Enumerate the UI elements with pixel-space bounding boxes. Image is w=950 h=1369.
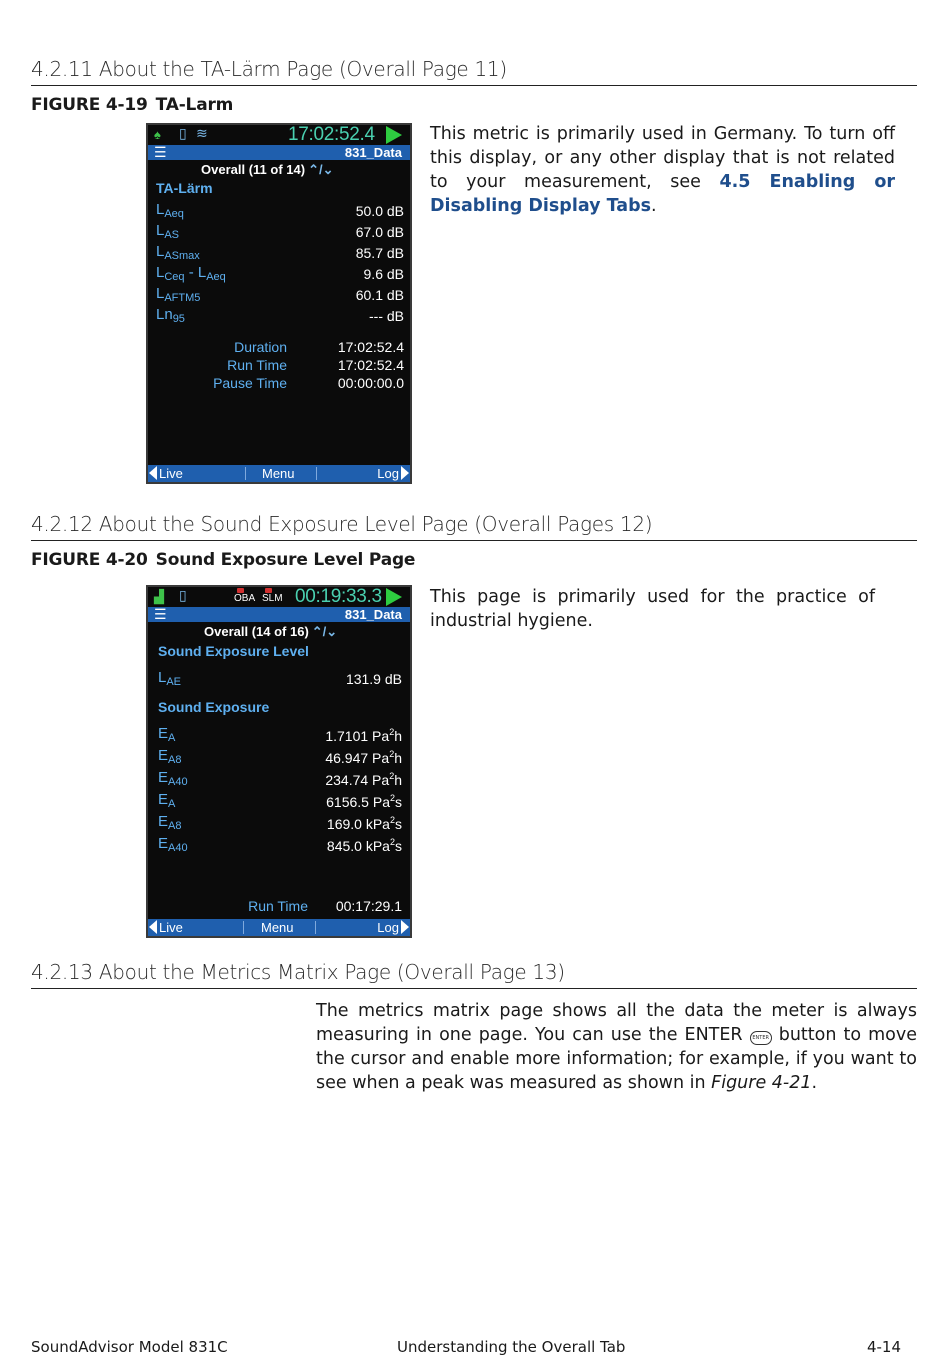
softkey-divider	[315, 921, 316, 934]
pause-time-label: Pause Time	[213, 375, 287, 391]
sound-exposure-level-title: Sound Exposure Level	[158, 643, 309, 659]
ta-larm-screen	[146, 123, 412, 484]
figure-reference: Figure 4-21	[711, 1073, 812, 1093]
sound-exposure-title: Sound Exposure	[158, 699, 270, 715]
section-heading-metrics-matrix: 4.2.13 About the Metrics Matrix Page (Overall Page 13)	[31, 960, 917, 989]
metric-value-lasmax: 85.7 dB	[355, 245, 404, 261]
metric-value-ea8-s: 169.0 kPa$^2$s	[326, 815, 402, 832]
metric-label-laeq: $L_{Aeq}$	[156, 201, 184, 220]
footer-page-number: 4-14	[866, 1338, 901, 1356]
clock-time: 00:19:33.3	[295, 586, 382, 607]
metric-label-ln95: $Ln_{95}$	[156, 306, 185, 325]
softkey-live[interactable]: Live	[149, 465, 183, 482]
metric-label-lceq-laeq: $L_{Ceq} - L_{Aeq}$	[156, 264, 226, 283]
overall-page-indicator[interactable]	[204, 624, 337, 640]
left-arrow-icon	[149, 466, 157, 480]
metric-value-ea-s: 6156.5 Pa$^2$s	[326, 793, 402, 810]
softkey-divider	[245, 467, 246, 480]
metric-label-ea: $E_A$	[158, 725, 176, 744]
wifi-icon: ≋	[196, 125, 208, 141]
softkey-bar	[148, 465, 410, 482]
metric-value-ea40-s: 845.0 kPa$^2$s	[326, 837, 402, 854]
figure-title: Sound Exposure Level Page	[155, 550, 416, 570]
pause-time-value: 00:00:00.0	[337, 375, 404, 391]
softkey-divider	[316, 467, 317, 480]
file-bar	[148, 607, 410, 622]
metric-value-ea-h: 1.7101 Pa$^2$h	[325, 727, 402, 744]
list-menu-icon[interactable]: ☰	[154, 606, 167, 622]
file-name: 831_Data	[344, 145, 402, 160]
metric-label-lasmax: $L_{ASmax}$	[156, 243, 200, 262]
page-nav-arrows-icon[interactable]: ⌃/⌄	[311, 624, 338, 639]
ta-larm-description: This metric is primarily used in Germany. To turn off this display, or any other display that is not related to your measurement, see 4.5 Enabling or Disabling Display Tabs.	[430, 124, 895, 216]
status-bar	[148, 125, 410, 145]
metric-label-ea40: $E_{A40}$	[158, 769, 188, 788]
figure-caption-4-19	[31, 95, 233, 115]
metric-value-lceq-laeq: 9.6 dB	[363, 266, 404, 282]
overall-label: Overall (11 of 14)	[201, 162, 306, 177]
softkey-log[interactable]: Log	[377, 919, 409, 936]
metric-value-lae: 131.9 dB	[345, 671, 402, 687]
metric-value-las: 67.0 dB	[355, 224, 404, 240]
run-time-label: Run Time	[248, 898, 308, 914]
figure-label: FIGURE 4-19	[31, 95, 148, 115]
sound-exposure-description: This page is primarily used for the practice of industrial hygiene.	[430, 587, 875, 631]
overall-label: Overall (14 of 16)	[204, 624, 309, 639]
metric-label-las: $L_{AS}$	[156, 222, 180, 241]
antenna-icon: ▟	[154, 589, 164, 604]
overall-page-indicator[interactable]	[201, 162, 333, 178]
right-arrow-icon	[401, 466, 409, 480]
list-menu-icon[interactable]: ☰	[154, 144, 167, 160]
section-heading-ta-larm: 4.2.11 About the TA-Lärm Page (Overall Page 11)	[31, 57, 917, 86]
metric-label-ea-s: $E_A$	[158, 791, 176, 810]
clock-time: 17:02:52.4	[288, 124, 375, 145]
left-arrow-icon	[149, 920, 157, 934]
right-arrow-icon	[401, 920, 409, 934]
play-icon	[386, 126, 402, 144]
status-bar	[148, 587, 410, 607]
run-time-label: Run Time	[227, 357, 287, 373]
screen-title: TA-Lärm	[156, 180, 213, 196]
metric-label-ea8: $E_{A8}$	[158, 747, 182, 766]
file-name: 831_Data	[344, 607, 402, 622]
enter-button-icon: ENTER	[750, 1031, 772, 1045]
figure-label: FIGURE 4-20	[31, 550, 148, 570]
softkey-menu[interactable]: Menu	[262, 466, 295, 481]
battery-icon: ▯	[179, 125, 187, 141]
softkey-live[interactable]: Live	[149, 919, 183, 936]
slm-label: SLM	[262, 593, 283, 604]
oba-label: OBA	[234, 593, 256, 604]
metric-value-laftm5: 60.1 dB	[355, 287, 404, 303]
softkey-log[interactable]: Log	[377, 465, 409, 482]
metric-label-laftm5: $L_{AFTM5}$	[156, 285, 201, 304]
duration-value: 17:02:52.4	[337, 339, 404, 355]
run-time-value: 00:17:29.1	[335, 898, 402, 914]
duration-label: Duration	[234, 339, 287, 355]
softkey-bar	[148, 919, 410, 936]
metrics-matrix-description: The metrics matrix page shows all the data the meter is always measuring in one page. You can use the ENTER ENTER button to move the cursor and enable more information; for example, if you want to see when a peak was measured as shown in Figure 4-21.	[316, 1001, 917, 1093]
file-bar	[148, 145, 410, 160]
play-icon	[386, 588, 402, 606]
footer-chapter: Understanding the Overall Tab	[397, 1338, 626, 1356]
sound-exposure-screen	[146, 585, 412, 938]
metric-value-ea8-h: 46.947 Pa$^2$h	[325, 749, 402, 766]
metric-label-lae: $L_{AE}$	[158, 669, 182, 688]
footer-product: SoundAdvisor Model 831C	[31, 1338, 228, 1356]
metric-label-ea8-s: $E_{A8}$	[158, 813, 182, 832]
metric-value-laeq: 50.0 dB	[355, 203, 404, 219]
figure-title: TA-Larm	[155, 95, 234, 115]
antenna-icon: ♠	[154, 127, 161, 142]
metric-label-ea40-s: $E_{A40}$	[158, 835, 188, 854]
enabling-display-tabs-link[interactable]: 4.5 Enabling or Disabling Display Tabs	[430, 172, 895, 216]
softkey-divider	[243, 921, 244, 934]
metric-value-ea40-h: 234.74 Pa$^2$h	[325, 771, 402, 788]
softkey-menu[interactable]: Menu	[261, 920, 294, 935]
metric-value-ln95: --- dB	[369, 308, 404, 324]
battery-icon: ▯	[179, 587, 187, 603]
section-heading-sound-exposure: 4.2.12 About the Sound Exposure Level Page (Overall Pages 12)	[31, 512, 917, 541]
page-nav-arrows-icon[interactable]: ⌃/⌄	[308, 162, 334, 177]
figure-caption-4-20	[31, 550, 415, 570]
run-time-value: 17:02:52.4	[337, 357, 404, 373]
